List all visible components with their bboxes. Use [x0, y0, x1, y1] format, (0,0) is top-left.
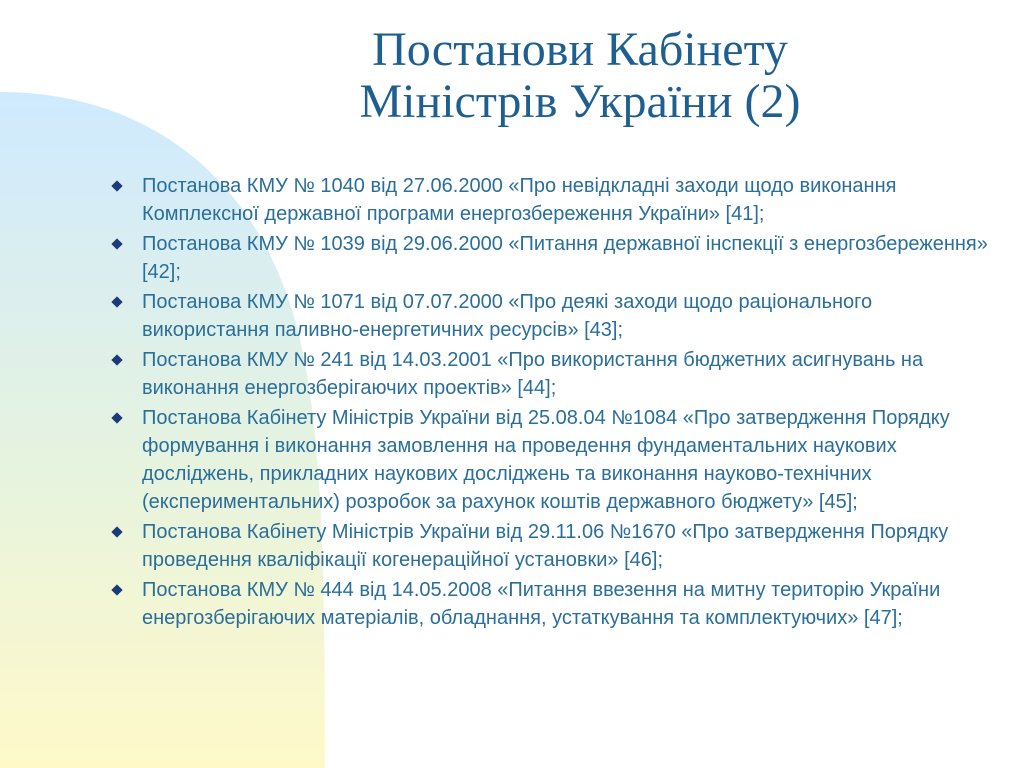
list-item	[110, 576, 990, 632]
slide-title	[240, 24, 920, 128]
list-item	[110, 288, 990, 344]
diamond-bullet-icon	[111, 296, 122, 307]
list-item-text: Постанова Кабінету Міністрів України від 25.08.04 №1084 «Про затвердження Порядку формування і виконання замовлення на проведення фундаментальних наукових досліджень, прикладних наукових досліджень та виконання науково-технічних (експериментальних) розробок за рахунок коштів державного бюджету» [45];	[142, 407, 950, 513]
list-item	[110, 346, 990, 402]
diamond-bullet-icon	[111, 412, 122, 423]
list-item-text: Постанова КМУ № 241 від 14.03.2001 «Про використання бюджетних асигнувань на виконання енергозберігаючих проектів» [44];	[142, 349, 924, 399]
resolutions-list	[110, 172, 990, 634]
list-item	[110, 230, 990, 286]
list-item	[110, 518, 990, 574]
diamond-bullet-icon	[111, 526, 122, 537]
list-item-text: Постанова КМУ № 1039 від 29.06.2000 «Питання державної інспекції з енергозбереження» [42];	[142, 233, 988, 283]
diamond-bullet-icon	[111, 354, 122, 365]
list-item	[110, 404, 990, 516]
slide-title-line-1: Постанови Кабінету	[372, 23, 788, 76]
list-item-text: Постанова Кабінету Міністрів України від 29.11.06 №1670 «Про затвердження Порядку проведення кваліфікації когенераційної установки» [46];	[142, 521, 949, 571]
slide-title-line-2: Міністрів України (2)	[359, 75, 801, 128]
list-item-text: Постанова КМУ № 1040 від 27.06.2000 «Про невідкладні заходи щодо виконання Комплексної державної програми енергозбереження України» [41];	[142, 175, 897, 225]
diamond-bullet-icon	[111, 238, 122, 249]
diamond-bullet-icon	[111, 584, 122, 595]
list-item-text: Постанова КМУ № 1071 від 07.07.2000 «Про деякі заходи щодо раціонального використання паливно-енергетичних ресурсів» [43];	[142, 291, 873, 341]
list-item-text: Постанова КМУ № 444 від 14.05.2008 «Питання ввезення на митну територію України енергозберігаючих матеріалів, обладнання, устаткування та комплектуючих» [47];	[142, 579, 941, 629]
list-item	[110, 172, 990, 228]
diamond-bullet-icon	[111, 180, 122, 191]
